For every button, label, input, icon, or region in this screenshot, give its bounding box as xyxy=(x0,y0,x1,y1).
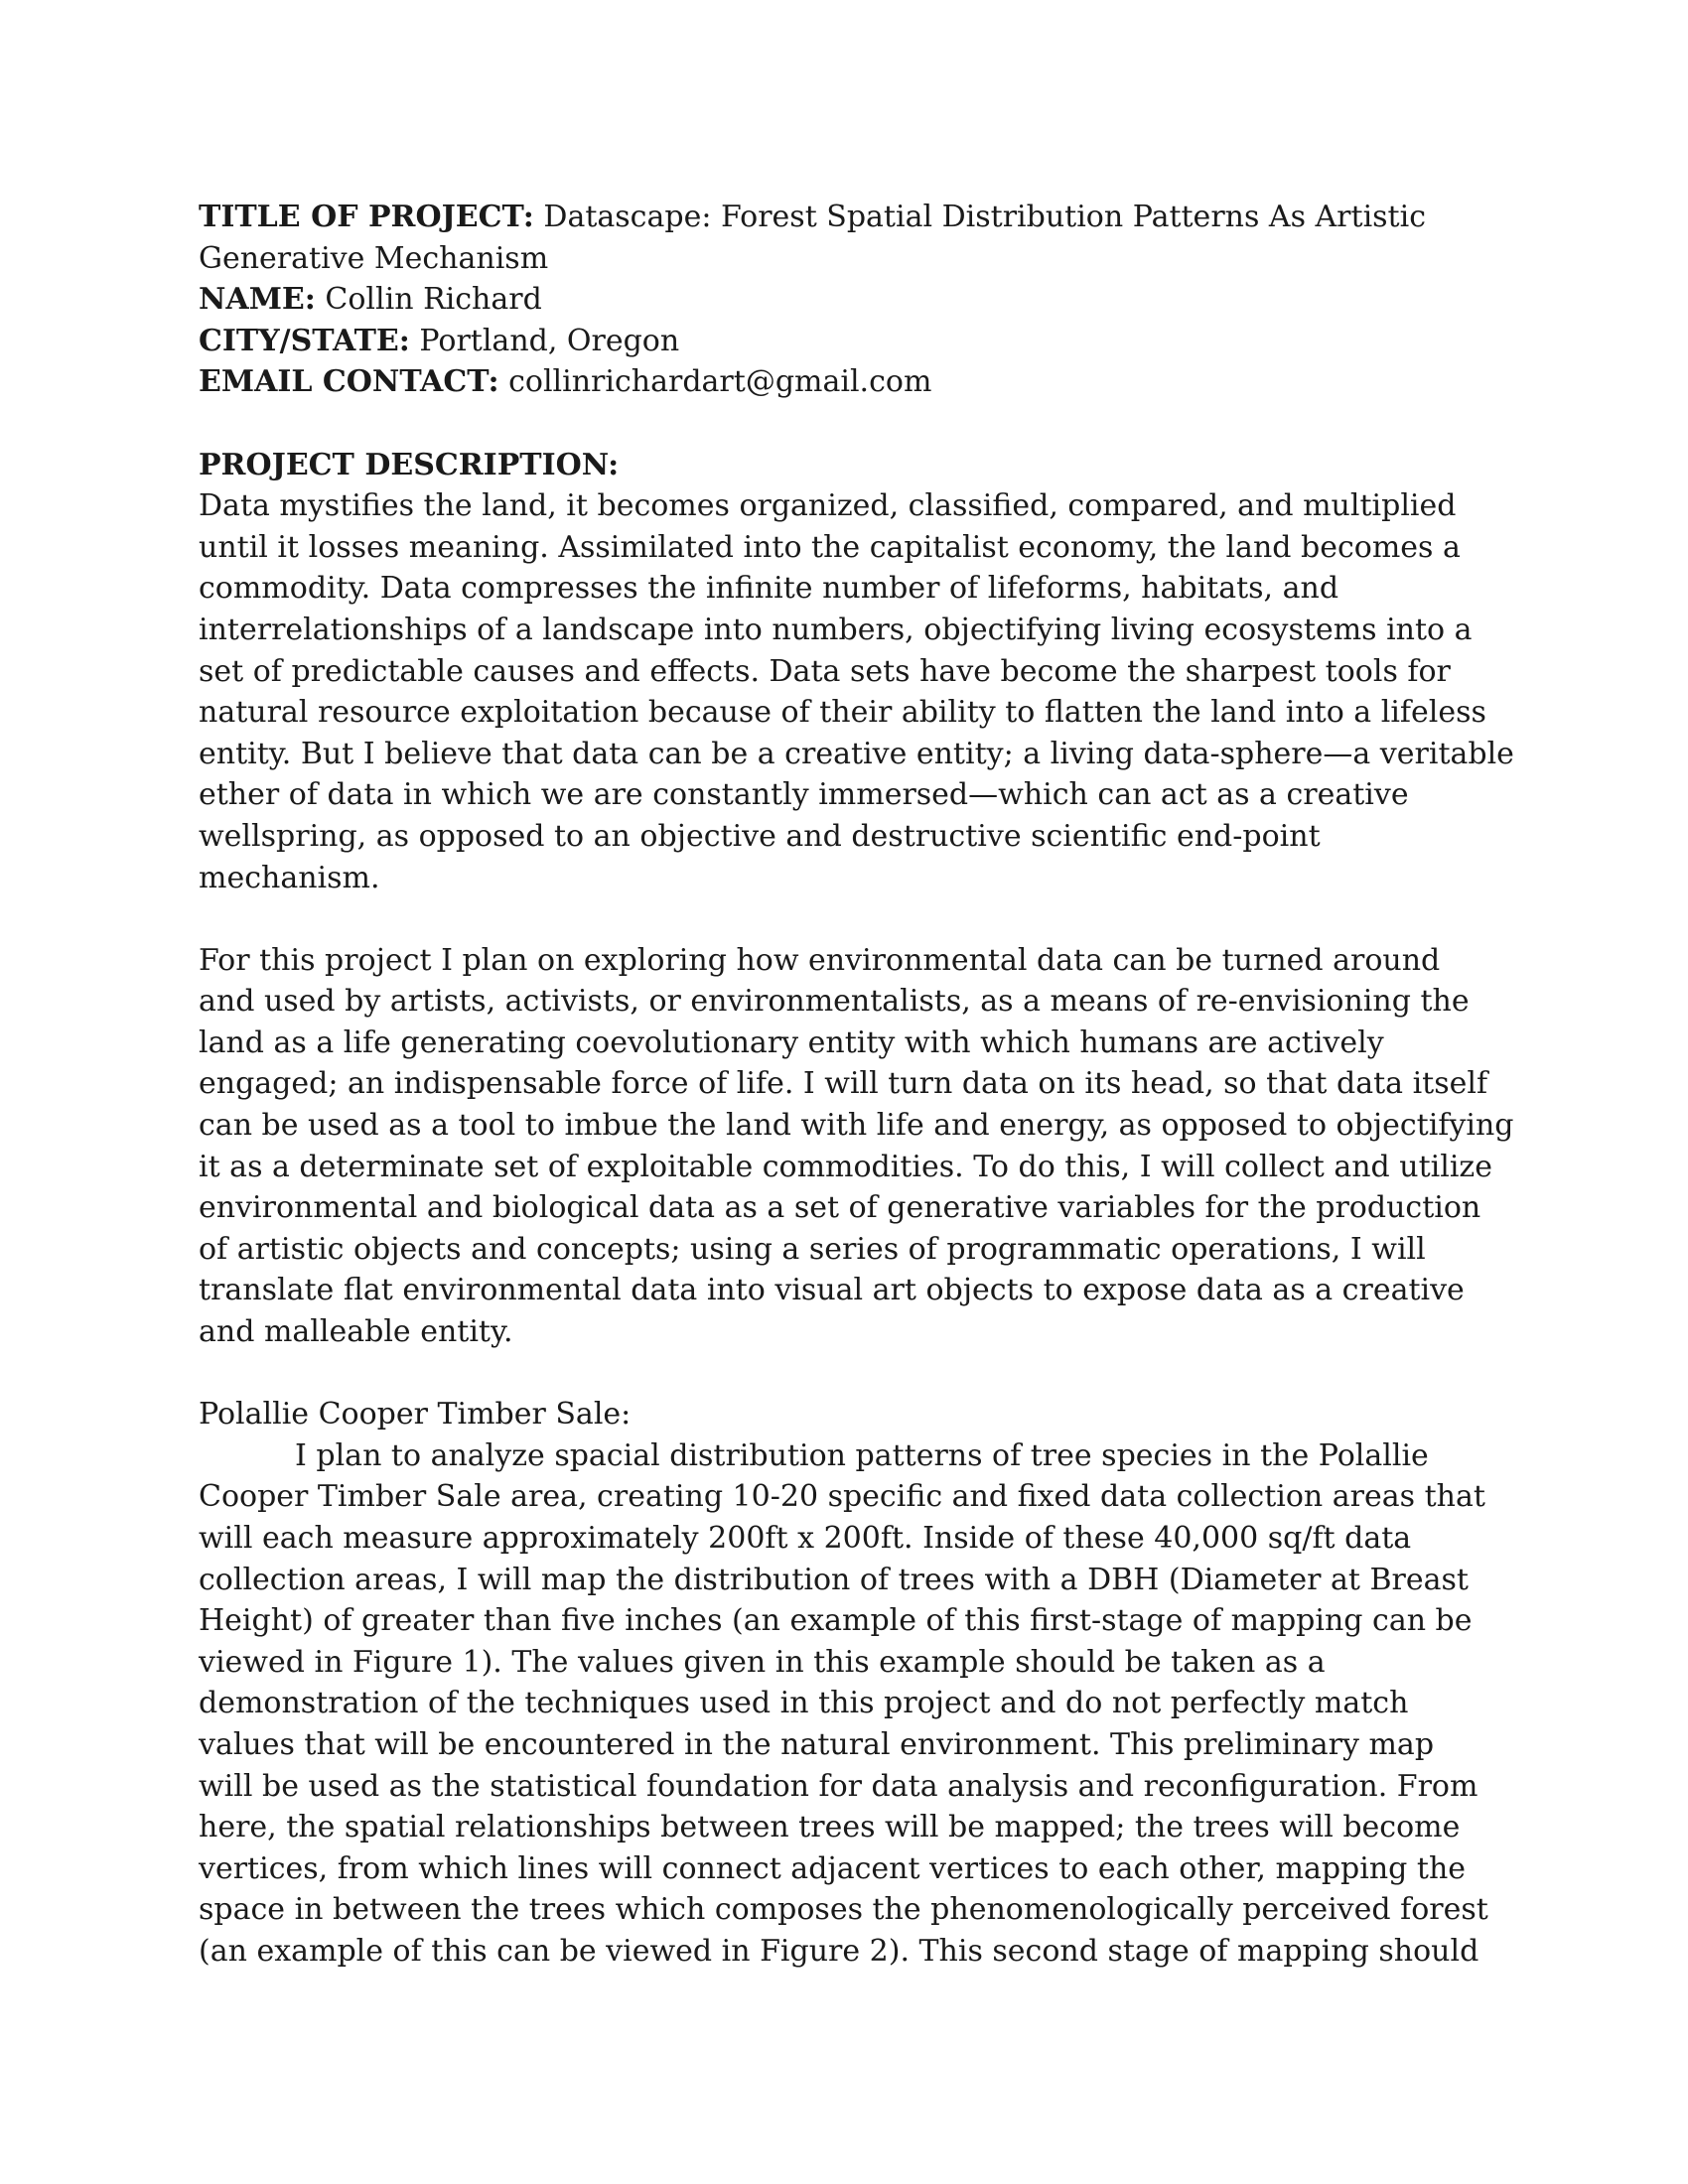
paragraph-line: For this project I plan on exploring how environmental data can be turned around xyxy=(199,942,1441,978)
email-value: collinrichardart@gmail.com xyxy=(508,364,932,400)
paragraph-2 xyxy=(199,940,1514,1353)
paragraph-line: Data mystifies the land, it becomes organized, classified, compared, and multiplied xyxy=(199,488,1457,524)
paragraph-line: demonstration of the techniques used in this project and do not perfectly match xyxy=(199,1686,1409,1721)
section-heading: Polallie Cooper Timber Sale: xyxy=(199,1397,632,1433)
paragraph-line: set of predictable causes and effects. Data sets have become the sharpest tools for xyxy=(199,653,1451,689)
title-value-line1: Datascape: Forest Spatial Distribution Patterns As Artistic xyxy=(543,200,1427,234)
paragraph-line: and malleable entity. xyxy=(199,1314,513,1350)
paragraph-line: will each measure approximately 200ft x 200ft. Inside of these 40,000 sq/ft data xyxy=(199,1521,1412,1556)
paragraph-line: natural resource exploitation because of their ability to flatten the land into a lifeless xyxy=(199,695,1486,731)
paragraph-line: I plan to analyze spacial distribution patterns of tree species in the Polallie xyxy=(295,1437,1429,1473)
name-value: Collin Richard xyxy=(325,282,542,318)
paragraph-line: here, the spatial relationships between trees will be mapped; the trees will become xyxy=(199,1810,1461,1845)
paragraph-line: land as a life generating coevolutionary entity with which humans are actively xyxy=(199,1024,1384,1060)
description-heading: PROJECT DESCRIPTION: xyxy=(199,447,620,482)
city-line xyxy=(199,321,1499,362)
paragraph-line: commodity. Data compresses the infinite number of lifeforms, habitats, and xyxy=(199,571,1339,607)
paragraph-line: translate flat environmental data into visual art objects to expose data as a creative xyxy=(199,1273,1465,1308)
paragraph-line: and used by artists, activists, or environmentalists, as a means of re-envisioning the xyxy=(199,984,1470,1020)
paragraph-line: environmental and biological data as a set of generative variables for the production xyxy=(199,1190,1481,1226)
email-line xyxy=(199,361,1499,403)
paragraph-line: entity. But I believe that data can be a creative entity; a living data-sphere—a veritable xyxy=(199,736,1514,771)
paragraph-line: until it losses meaning. Assimilated into the capitalist economy, the land becomes a xyxy=(199,529,1461,565)
paragraph-line: will be used as the statistical foundation for data analysis and reconfiguration. From xyxy=(199,1768,1478,1804)
title-label: TITLE OF PROJECT: xyxy=(199,200,534,234)
city-value: Portland, Oregon xyxy=(419,323,680,358)
name-label: NAME: xyxy=(199,282,316,318)
paragraph-line: space in between the trees which composes the phenomenologically perceived forest xyxy=(199,1892,1488,1928)
paragraph-line: it as a determinate set of exploitable commodities. To do this, I will collect and utilize xyxy=(199,1149,1492,1184)
name-line xyxy=(199,279,1499,321)
document-page xyxy=(199,197,1514,1973)
paragraph-line: Height) of greater than five inches (an example of this first-stage of mapping can be xyxy=(199,1603,1473,1639)
paragraph-line: vertices, from which lines will connect adjacent vertices to each other, mapping the xyxy=(199,1850,1467,1886)
paragraph-line: Cooper Timber Sale area, creating 10-20 specific and fixed data collection areas that xyxy=(199,1479,1485,1515)
paragraph-line: interrelationships of a landscape into numbers, objectifying living ecosystems into a xyxy=(199,612,1473,647)
title-value-line2: Generative Mechanism xyxy=(199,240,549,276)
email-label: EMAIL CONTACT: xyxy=(199,364,499,400)
city-label: CITY/STATE: xyxy=(199,323,410,358)
paragraph-line: values that will be encountered in the natural environment. This preliminary map xyxy=(199,1726,1435,1762)
paragraph-line: ether of data in which we are constantly immersed—which can act as a creative xyxy=(199,777,1409,813)
paragraph-line: can be used as a tool to imbue the land with life and energy, as opposed to objectifying xyxy=(199,1108,1514,1144)
paragraph-1 xyxy=(199,485,1514,898)
paragraph-line: (an example of this can be viewed in Figure 2). This second stage of mapping should xyxy=(199,1933,1479,1969)
paragraph-line: of artistic objects and concepts; using a series of programmatic operations, I will xyxy=(199,1231,1426,1267)
paragraph-line: engaged; an indispensable force of life. I will turn data on its head, so that data itself xyxy=(199,1066,1488,1102)
title-line xyxy=(199,197,1499,238)
paragraph-3 xyxy=(199,1435,1499,1973)
paragraph-line: viewed in Figure 1). The values given in this example should be taken as a xyxy=(199,1644,1326,1680)
paragraph-line: collection areas, I will map the distribution of trees with a DBH (Diameter at Breast xyxy=(199,1562,1469,1597)
paragraph-line: wellspring, as opposed to an objective and destructive scientific end-point xyxy=(199,818,1321,854)
paragraph-line: mechanism. xyxy=(199,860,380,895)
